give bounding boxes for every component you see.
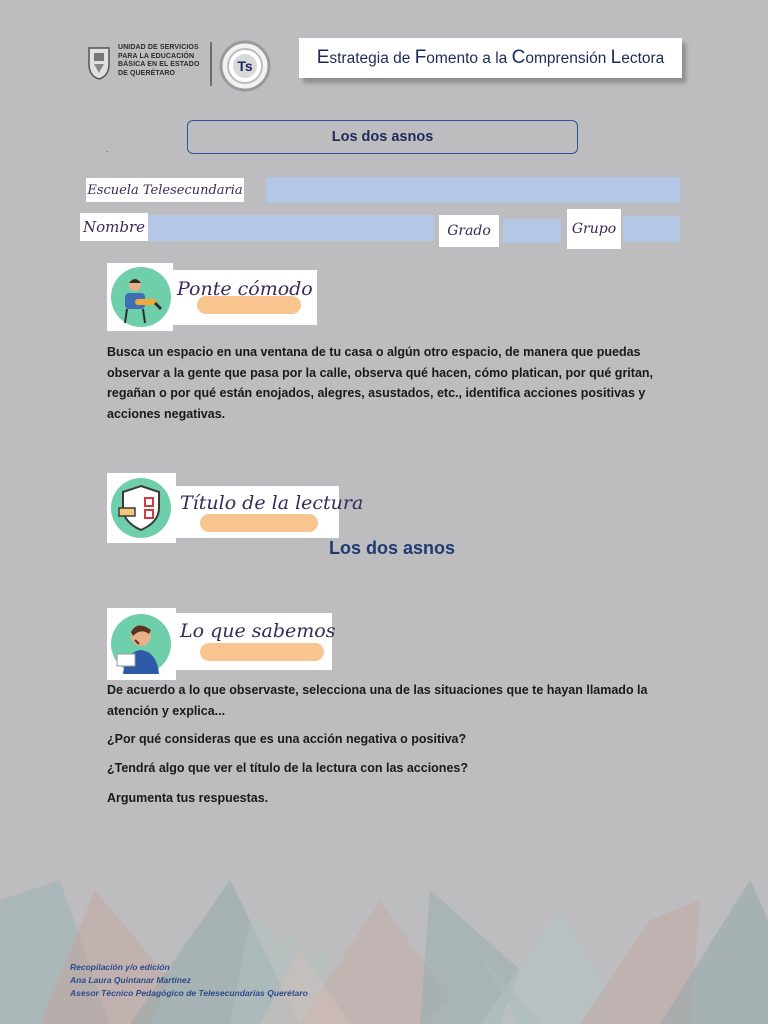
titulo-lectura-heading: Título de la lectura xyxy=(176,486,339,538)
school-field[interactable] xyxy=(266,177,680,203)
telesecundaria-logo-icon xyxy=(219,40,271,92)
relax-icon-frame xyxy=(107,263,173,331)
school-label: Escuela Telesecundaria xyxy=(86,178,244,202)
group-label: Grupo xyxy=(567,209,621,249)
reading-icon xyxy=(111,478,171,538)
header-logo-block xyxy=(86,40,276,92)
thinking-icon xyxy=(111,614,171,674)
name-field[interactable] xyxy=(148,215,434,241)
lo-que-sabemos-p4: Argumenta tus respuestas. xyxy=(107,791,269,805)
relax-icon xyxy=(111,267,171,327)
lo-que-sabemos-heading: Lo que sabemos xyxy=(176,613,332,670)
lo-que-sabemos-p3: ¿Tendrá algo que ver el título de la lectura con las acciones? xyxy=(107,761,468,775)
lo-que-sabemos-p2: ¿Por qué consideras que es una acción negativa o positiva? xyxy=(107,732,467,746)
footer-line-1: Recopilación y/o edición xyxy=(70,962,170,972)
thinking-icon-frame xyxy=(107,608,176,680)
ts-logo-text: Ts xyxy=(237,58,253,74)
logo-divider xyxy=(210,42,212,86)
reading-icon-frame xyxy=(107,473,176,543)
stray-dot: . xyxy=(106,145,109,154)
lesson-title: Los dos asnos xyxy=(331,129,434,145)
state-crest-icon xyxy=(86,44,112,80)
strategy-title: Estrategia de Fomento a la Comprensión Lectora xyxy=(316,47,665,68)
lesson-title-box xyxy=(187,120,578,154)
lo-que-sabemos-p1: De acuerdo a lo que observaste, selecciona una de las situaciones que te hayan llamado la atención y explica... xyxy=(107,683,648,718)
strategy-banner xyxy=(299,38,682,78)
grade-label: Grado xyxy=(439,215,499,247)
footer-credits xyxy=(70,961,308,1000)
name-label: Nombre xyxy=(80,213,148,241)
footer-line-2: Ana Laura Quintanar Martínez xyxy=(70,975,191,985)
reading-title: Los dos asnos xyxy=(329,538,456,558)
ponte-comodo-text: Busca un espacio en una ventana de tu casa o algún otro espacio, de manera que puedas observar a la gente que pasa por la calle, observa qué hacen, cómo platican, por qué gritan, regañan o por qué están enojados, alegres, asustados, etc., identifica acciones positivas y acciones negativas. xyxy=(107,345,654,421)
ponte-comodo-heading: Ponte cómodo xyxy=(173,270,317,325)
group-field[interactable] xyxy=(623,216,680,242)
footer-line-3: Asesor Técnico Pedagógico de Telesecundarias Querétaro xyxy=(70,988,308,998)
grade-field[interactable] xyxy=(503,219,561,243)
org-name: UNIDAD DE SERVICIOS PARA LA EDUCACIÓN BÁSICA EN EL ESTADO DE QUERÉTARO xyxy=(118,44,200,77)
